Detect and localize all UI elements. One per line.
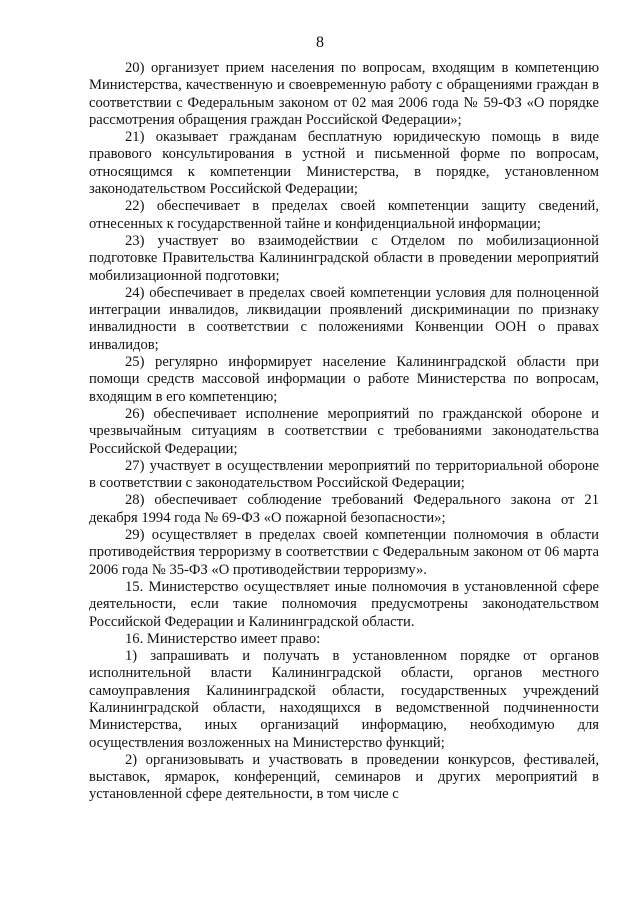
paragraph-item-24: 24) обеспечивает в пределах своей компетенции условия для полноценной интеграции инвалидов, ликвидации проявлений дискриминации по признаку инвалидности в соответствии с положениями Конвенции ООН о правах инвалидов; xyxy=(89,284,599,353)
paragraph-item-25: 25) регулярно информирует население Калининградской области при помощи средств массовой информации о работе Министерства по вопросам, входящим в его компетенцию; xyxy=(89,354,599,405)
paragraph-item-26: 26) обеспечивает исполнение мероприятий по гражданской обороне и чрезвычайным ситуациям в соответствии с требованиями законодательства Российской Федерации; xyxy=(89,405,599,457)
paragraph-item-21: 21) оказывает гражданам бесплатную юридическую помощь в виде правового консультирования в устной и письменной форме по вопросам, относящимся к компетенции Министерства, в порядке, установленном законодательством Российской Федерации; xyxy=(89,129,599,198)
paragraph-item-22: 22) обеспечивает в пределах своей компетенции защиту сведений, отнесенных к государственной тайне и конфиденциальной информации; xyxy=(89,198,599,232)
paragraph-right-1: 1) запрашивать и получать в установленном порядке от органов исполнительной власти Калининградской области, органов местного самоуправления Калининградской области, государственных учреждений Калининградской области, находящихся в ведомственной подчиненности Министерства, иных организаций информацию, необходимую для осуществления возложенных на Министерство функций; xyxy=(89,648,599,751)
paragraph-item-29: 29) осуществляет в пределах своей компетенции полномочия в области противодействия терроризму в соответствии с Федеральным законом от 06 марта 2006 года № 35-ФЗ «О противодействии терроризму». xyxy=(89,527,599,578)
page-number: 8 xyxy=(316,34,324,51)
paragraph-item-28: 28) обеспечивает соблюдение требований Федерального закона от 21 декабря 1994 года № 69-ФЗ «О пожарной безопасности»; xyxy=(89,492,599,526)
paragraph-right-2: 2) организовывать и участвовать в проведении конкурсов, фестивалей, выставок, ярмарок, конференций, семинаров и других мероприятий в установленной сфере деятельности, в том числе с xyxy=(89,751,599,803)
paragraph-section-15: 15. Министерство осуществляет иные полномочия в установленной сфере деятельности, если такие полномочия предусмотрены законодательством Российской Федерации и Калининградской области. xyxy=(89,578,599,630)
document-body xyxy=(89,60,599,804)
paragraph-item-20: 20) организует прием населения по вопросам, входящим в компетенцию Министерства, качественную и своевременную работу с обращениями граждан в соответствии с Федеральным законом от 02 мая 2006 года № 59-ФЗ «О порядке рассмотрения обращения граждан Российской Федерации»; xyxy=(89,60,599,128)
paragraph-item-23: 23) участвует во взаимодействии с Отделом по мобилизационной подготовке Правительства Калининградской области в проведении мероприятий мобилизационной подготовки; xyxy=(89,232,599,284)
paragraph-section-16: 16. Министерство имеет право: xyxy=(125,630,321,647)
paragraph-item-27: 27) участвует в осуществлении мероприятий по территориальной обороне в соответствии с законодательством Российской Федерации; xyxy=(89,457,599,492)
